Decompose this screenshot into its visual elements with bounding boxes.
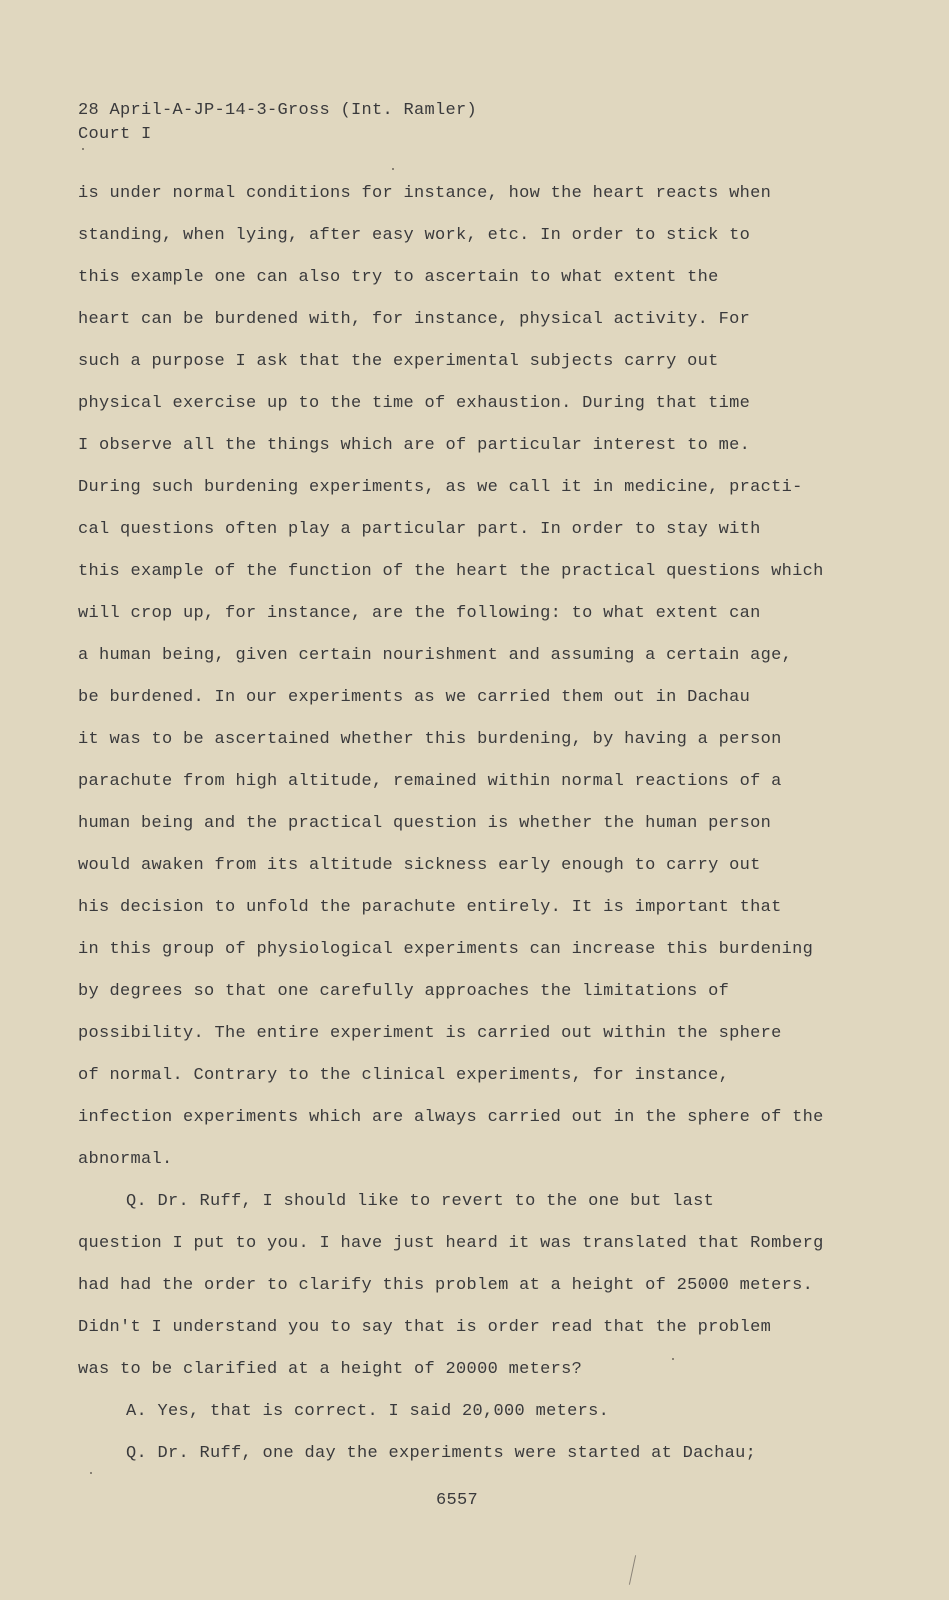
body-line: Didn't I understand you to say that is order read that the problem [78, 1318, 772, 1337]
body-line: was to be clarified at a height of 20000 meters? [78, 1360, 583, 1379]
body-line: abnormal. [78, 1150, 173, 1169]
body-line: possibility. The entire experiment is carried out within the sphere [78, 1024, 782, 1043]
body-line: physical exercise up to the time of exhaustion. During that time [78, 394, 751, 413]
body-line: parachute from high altitude, remained within normal reactions of a [78, 772, 782, 791]
body-line: his decision to unfold the parachute entirely. It is important that [78, 898, 782, 917]
answer-line: A. Yes, that is correct. I said 20,000 meters. [126, 1402, 610, 1421]
body-line: of normal. Contrary to the clinical experiments, for instance, [78, 1066, 730, 1085]
question-line: Q. Dr. Ruff, one day the experiments were started at Dachau; [126, 1444, 757, 1463]
body-line: be burdened. In our experiments as we carried them out in Dachau [78, 688, 751, 707]
body-line: human being and the practical question is whether the human person [78, 814, 772, 833]
header-court-line: Court I [78, 125, 152, 144]
body-line: in this group of physiological experiments can increase this burdening [78, 940, 814, 959]
body-line: infection experiments which are always carried out in the sphere of the [78, 1108, 824, 1127]
body-line: by degrees so that one carefully approaches the limitations of [78, 982, 730, 1001]
body-line: standing, when lying, after easy work, etc. In order to stick to [78, 226, 751, 245]
question-line: Q. Dr. Ruff, I should like to revert to the one but last [126, 1192, 715, 1211]
body-line: had had the order to clarify this problem at a height of 25000 meters. [78, 1276, 814, 1295]
body-line: I observe all the things which are of particular interest to me. [78, 436, 751, 455]
pen-mark [629, 1555, 636, 1585]
body-line: such a purpose I ask that the experimental subjects carry out [78, 352, 719, 371]
body-line: question I put to you. I have just heard it was translated that Romberg [78, 1234, 824, 1253]
body-line: During such burdening experiments, as we call it in medicine, practi- [78, 478, 803, 497]
speck-mark [672, 1358, 674, 1360]
body-line: it was to be ascertained whether this burdening, by having a person [78, 730, 782, 749]
body-line: a human being, given certain nourishment and assuming a certain age, [78, 646, 793, 665]
body-line: will crop up, for instance, are the following: to what extent can [78, 604, 761, 623]
transcript-body [78, 183, 824, 1485]
body-line: this example of the function of the heart the practical questions which [78, 562, 824, 581]
body-line: is under normal conditions for instance, how the heart reacts when [78, 184, 772, 203]
body-line: cal questions often play a particular part. In order to stay with [78, 520, 761, 539]
speck-mark [82, 148, 84, 150]
header-case-line: 28 April-A-JP-14-3-Gross (Int. Ramler) [78, 101, 478, 120]
page-number: 6557 [436, 1491, 479, 1510]
body-line: this example one can also try to ascertain to what extent the [78, 268, 719, 287]
body-line: would awaken from its altitude sickness early enough to carry out [78, 856, 761, 875]
body-line: heart can be burdened with, for instance, physical activity. For [78, 310, 751, 329]
speck-mark [392, 168, 394, 170]
speck-mark [90, 1472, 92, 1474]
